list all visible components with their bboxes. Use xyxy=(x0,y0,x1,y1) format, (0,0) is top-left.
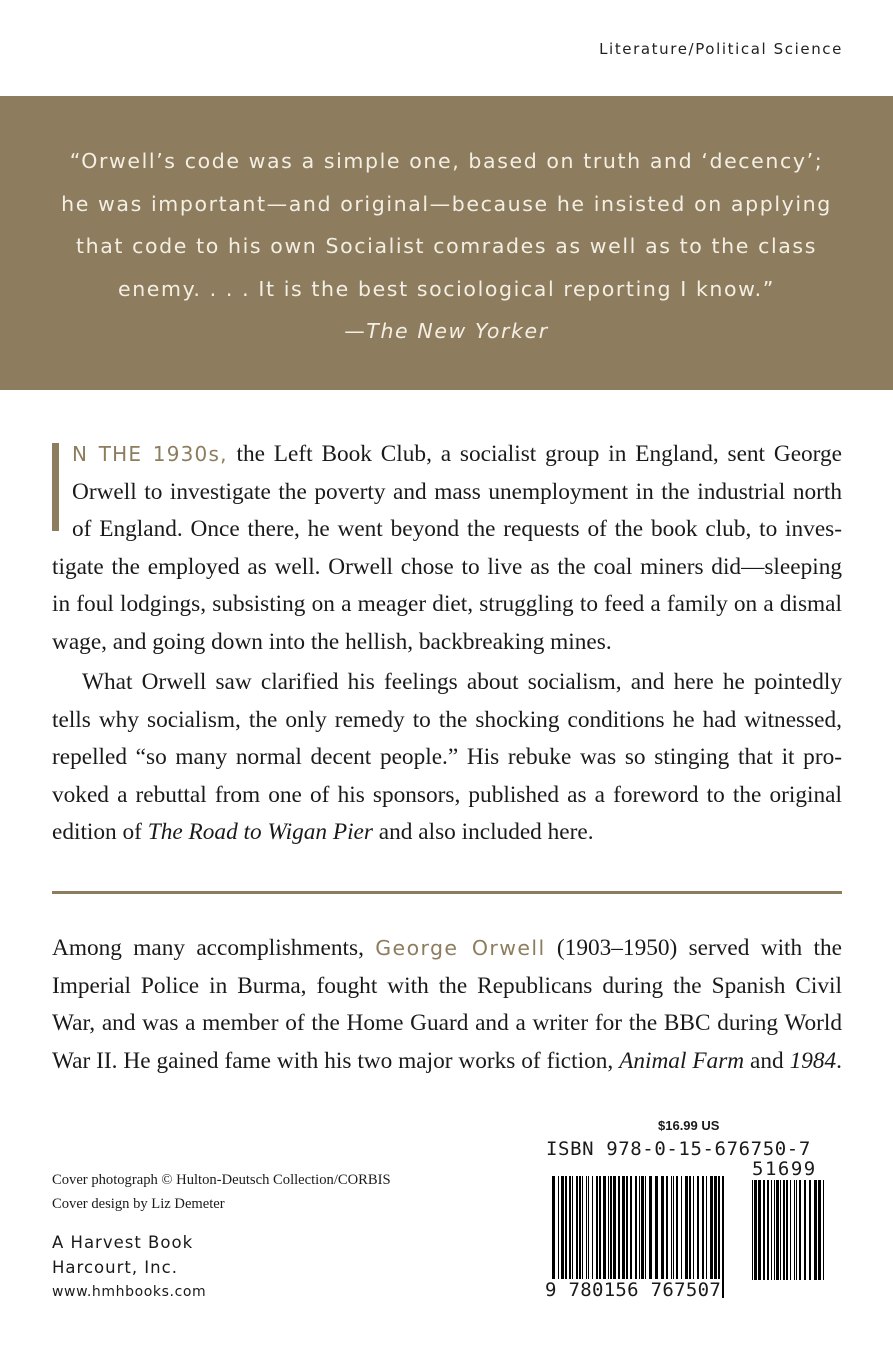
category-label: Literature/Political Science xyxy=(599,40,843,58)
barcode-bar xyxy=(796,1180,797,1280)
barcode-bar xyxy=(771,1180,772,1280)
publisher-info xyxy=(52,1230,206,1305)
description-line: in foul lodgings, subsisting on a meager diet, struggling to feed a family on a dismal xyxy=(52,591,842,618)
quote-attribution: —The New Yorker xyxy=(344,319,549,343)
quote-line: he was important—and original—because he insisted on applying xyxy=(61,191,832,216)
barcode-bar xyxy=(783,1180,785,1280)
bio-line: Imperial Police in Burma, fought with the Republicans during the Spanish Civil xyxy=(52,972,842,999)
barcode-bar xyxy=(752,1180,753,1280)
description-paragraph-1 xyxy=(52,436,842,662)
ean-digits: 9 780156 767507 xyxy=(545,1279,722,1301)
barcode-bar xyxy=(818,1180,821,1280)
barcode-bar xyxy=(814,1180,817,1280)
barcode-bar xyxy=(823,1180,824,1280)
description-line: wage, and going down into the hellish, backbreaking mines. xyxy=(52,628,612,655)
barcode-bar xyxy=(758,1180,761,1280)
addon-barcode xyxy=(746,1180,830,1298)
description-line: voked a rebuttal from one of his sponsors, published as a foreword to the original xyxy=(52,781,842,808)
imprint-name: A Harvest Book xyxy=(52,1233,194,1252)
publisher-website: www.hmhbooks.com xyxy=(52,1284,207,1300)
author-bio xyxy=(52,930,842,1080)
barcode-bar xyxy=(763,1180,765,1280)
cover-credits xyxy=(52,1168,391,1216)
barcode-bar xyxy=(767,1180,769,1280)
barcode-bar xyxy=(794,1180,795,1280)
description-line: of England. Once there, he went beyond the requests of the book club, to inves- xyxy=(72,516,842,543)
description-line: N THE 1930s, the Left Book Club, a socialist group in England, sent George xyxy=(72,441,843,467)
addon-code: 51699 xyxy=(752,1158,817,1180)
price-label: $16.99 US xyxy=(658,1118,720,1133)
work-title: Animal Farm xyxy=(619,1047,745,1074)
quote-line: enemy. . . . It is the best sociological reporting I know.” xyxy=(118,276,775,301)
quote-line: “Orwell’s code was a simple one, based on truth and ‘decency’; xyxy=(69,149,824,173)
barcode-bar xyxy=(776,1180,779,1280)
photo-credit: Cover photograph © Hulton-Deutsch Collection/CORBIS xyxy=(52,1172,391,1188)
design-credit: Cover design by Liz Demeter xyxy=(52,1196,225,1212)
book-title: The Road to Wigan Pier xyxy=(147,819,373,846)
work-title: 1984 xyxy=(789,1047,837,1074)
section-divider xyxy=(52,891,842,894)
description-line: repelled “so many normal decent people.” His rebuke was so stinging that it pro- xyxy=(52,744,842,771)
barcode-bar xyxy=(809,1180,811,1280)
barcode-bar xyxy=(722,1176,724,1298)
barcode-bar xyxy=(774,1180,775,1280)
author-name: George Orwell xyxy=(375,936,546,960)
barcode-bar xyxy=(790,1180,791,1280)
drop-cap-bar xyxy=(52,443,59,531)
isbn-label: ISBN 978-0-15-676750-7 xyxy=(546,1138,811,1160)
description-line: Orwell to investigate the poverty and mass unemployment in the industrial north xyxy=(72,478,842,505)
description-line: tells why socialism, the only remedy to the shocking conditions he had witnessed, xyxy=(52,706,842,733)
barcode-bar xyxy=(786,1180,788,1280)
description-line: tigate the employed as well. Orwell chose to live as the coal miners did—sleeping xyxy=(52,553,842,580)
description-line: What Orwell saw clarified his feelings about socialism, and here he pointedly xyxy=(82,669,842,695)
barcode-bar xyxy=(799,1180,801,1280)
review-quote xyxy=(60,140,833,353)
lead-in-text: N THE 1930s, xyxy=(72,442,228,466)
quote-line: that code to his own Socialist comrades as well as to the class xyxy=(76,234,817,258)
description-line: edition of The Road to Wigan Pier and also included here. xyxy=(52,819,594,846)
bio-line: Among many accomplishments, George Orwell (1903–1950) served with the xyxy=(52,935,842,961)
barcode-bar xyxy=(804,1180,806,1280)
barcode-bar xyxy=(780,1180,781,1280)
bio-line: War, and was a member of the Home Guard and a writer for the BBC during World xyxy=(52,1010,842,1037)
bio-line: War II. He gained fame with his two major works of fiction, Animal Farm and 1984. xyxy=(52,1047,842,1074)
description-paragraph-2 xyxy=(52,664,842,852)
publisher-name: Harcourt, Inc. xyxy=(52,1258,178,1277)
barcode-bar xyxy=(754,1180,757,1280)
